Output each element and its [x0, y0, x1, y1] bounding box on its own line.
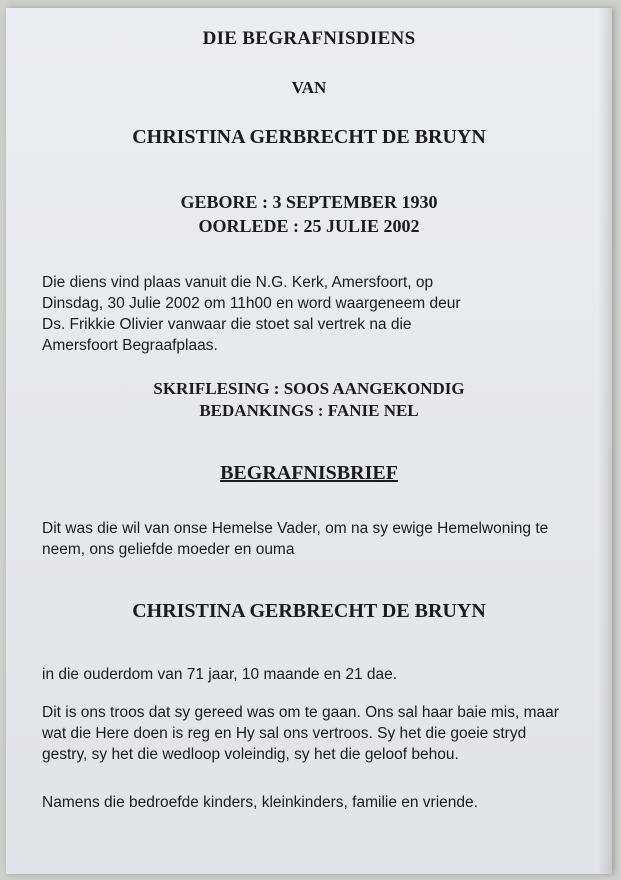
letter-heading-text: BEGRAFNISBRIEF — [220, 462, 398, 484]
service-line: Die diens vind plaas vanuit die N.G. Kerk, Amersfoort, op — [42, 274, 434, 291]
document-title: DIE BEGRAFNISDIENS — [202, 28, 416, 49]
dates-block — [6, 190, 612, 238]
born-line: GEBORE : 3 SEPTEMBER 1930 — [180, 192, 438, 212]
thanks-line: BEDANKINGS : FANIE NEL — [199, 401, 419, 420]
deceased-name-repeat: CHRISTINA GERBRECHT DE BRUYN — [132, 600, 486, 622]
van-line: VAN — [291, 78, 327, 97]
comfort-line: gestry, sy het die wedloop voleindig, sy het die geloof behou. — [42, 746, 459, 763]
programme-block — [6, 378, 612, 422]
closing-line: Namens die bedroefde kinders, kleinkinders, familie en vriende. — [42, 794, 478, 811]
service-line: Ds. Frikkie Olivier vanwaar die stoet sal vertrek na die — [42, 316, 412, 333]
died-line: OORLEDE : 25 JULIE 2002 — [198, 216, 420, 236]
reading-line: SKRIFLESING : SOOS AANGEKONDIG — [153, 379, 465, 398]
letter-intro-line: Dit was die wil van onse Hemelse Vader, om na sy ewige Hemelwoning te — [42, 520, 549, 537]
letter-intro — [42, 518, 582, 560]
comfort-line: wat die Here doen is reg en Hy sal ons vertroos. Sy het die goeie stryd — [42, 725, 527, 742]
deceased-name: CHRISTINA GERBRECHT DE BRUYN — [132, 126, 486, 148]
service-line: Amersfoort Begraafplaas. — [42, 337, 218, 354]
comfort-line: Dit is ons troos dat sy gereed was om te gaan. Ons sal haar baie mis, maar — [42, 704, 559, 721]
letter-heading — [6, 462, 612, 485]
letter-intro-line: neem, ons geliefde moeder en ouma — [42, 541, 295, 558]
funeral-notice-sheet — [6, 8, 612, 874]
service-line: Dinsdag, 30 Julie 2002 om 11h00 en word waargeneem deur — [42, 295, 461, 312]
comfort-paragraph — [42, 702, 582, 765]
service-paragraph — [42, 272, 582, 356]
age-line: in die ouderdom van 71 jaar, 10 maande en 21 dae. — [42, 666, 398, 683]
